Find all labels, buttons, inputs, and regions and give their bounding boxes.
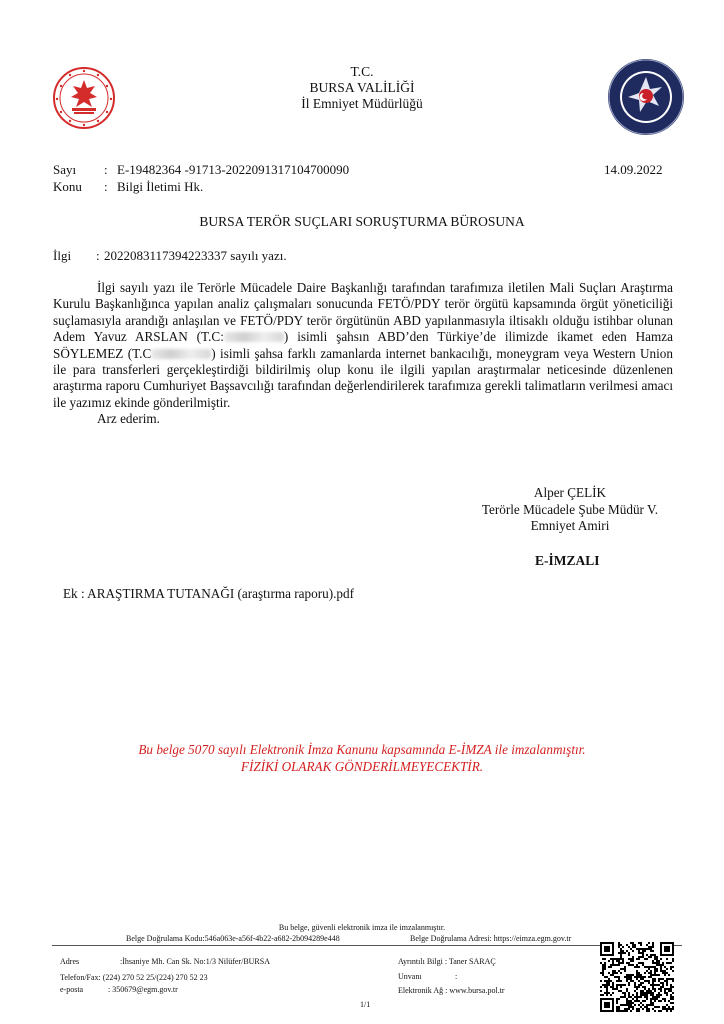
code-label: Belge Doğrulama Kodu:	[126, 934, 205, 943]
verify-address-link[interactable]: https://eimza.egm.gov.tr	[493, 934, 572, 943]
document-date: 14.09.2022	[604, 162, 663, 177]
sayi-colon: :	[104, 162, 108, 177]
unvan-value: :	[455, 972, 458, 981]
signer-title1: Terörle Mücadele Şube Müdür V.	[481, 501, 659, 517]
eag-label: Elektronik Ağ :	[398, 986, 448, 995]
ayrintili	[398, 957, 496, 967]
notice-line1: Bu belge 5070 sayılı Elektronik İmza Kanunu kapsamında E-İMZA ile imzalanmıştır.	[138, 742, 586, 757]
telfax	[60, 973, 208, 983]
header-tc: T.C.	[350, 64, 374, 79]
redacted-id	[224, 332, 284, 342]
body-part2: ) isimli şahsın ABD’den Türkiye’de ilimizde ikamet eden Hamza SÖYLEMEZ (T.C	[53, 329, 673, 361]
verify-line: Bu belge, güvenli elektronik imza ile imzalanmıştır.	[278, 923, 446, 932]
ilgi-label: İlgi	[53, 248, 72, 263]
verify-code	[126, 934, 340, 944]
adres-label: Adres	[60, 957, 80, 966]
konu-colon: :	[104, 179, 108, 194]
unvan-label: Unvanı	[398, 972, 422, 981]
signer-name: Alper ÇELİK	[533, 485, 607, 500]
verify-address	[410, 934, 571, 944]
signer-title2: Emniyet Amiri	[530, 518, 610, 533]
eposta-value[interactable]: : 350679@egm.gov.tr	[108, 985, 178, 994]
recipient: BURSA TERÖR SUÇLARI SORUŞTURMA BÜROSUNA	[199, 214, 525, 229]
sayi-label: Sayı	[53, 162, 77, 177]
eag	[398, 986, 505, 996]
signature-block	[440, 485, 700, 535]
eag-value[interactable]: www.bursa.pol.tr	[449, 986, 505, 995]
header-mudurluk: İl Emniyet Müdürlüğü	[301, 96, 423, 111]
body-part1: İlgi sayılı yazı ile Terörle Mücadele Daire Başkanlığı tarafından tarafımıza iletilen Mali Suçları Araştırma Kurulu Başkanlığınca yapılan analiz çalışmaları sonucunda FETÖ/PDY terör örgütü kapsamında örgüt yöneticiliği suçlamasıyla arandığı anlaşılan ve FETÖ/PDY terör örgütünün ABD yapılanmasıyla iltisaklı olduğu istihbar olunan Adem Yavuz ARSLAN (T.C:	[53, 280, 673, 345]
verify-address-label: Belge Doğrulama Adresi:	[410, 934, 492, 943]
telfax-value: (224) 270 52 25/(224) 270 52 23	[102, 973, 208, 982]
telfax-label: Telefon/Fax:	[60, 973, 101, 982]
body-part3: ) isimli şahsa farklı zamanlarda internet bankacılığı, moneygram veya Western Union ile para transferleri gerçekleştirdiği bildirilmiş olup konu ile ilgili yapılan araştırmalar neticesinde düzenlenen araştırma raporu Cumhuriyet Başsavcılığı tarafından değerlendirilerek tarafımıza gerekli talimatların verilmesi amacı ile yazımız ekinde gönderilmiştir.	[53, 345, 673, 410]
adres-value: :İhsaniye Mh. Can Sk. No:1/3 Nilüfer/BURSA	[120, 957, 270, 966]
konu-value: Bilgi İletimi Hk.	[117, 179, 204, 194]
redacted-id	[151, 349, 211, 359]
sayi-value: E-19482364 -91713-2022091317104700090	[117, 162, 350, 177]
e-imza-notice	[0, 741, 724, 775]
code-value: 546a063e-a56f-4b22-a682-2b094289e448	[204, 934, 340, 943]
closing: Arz ederim.	[97, 411, 160, 427]
ilgi-value: 2022083117394223337 sayılı yazı.	[104, 248, 287, 263]
notice-line2: FİZİKİ OLARAK GÖNDERİLMEYECEKTİR.	[240, 759, 484, 774]
eposta-label: e-posta	[60, 985, 84, 994]
footer-divider	[52, 945, 682, 946]
header-block	[0, 64, 724, 112]
attachment: Ek : ARAŞTIRMA TUTANAĞI (araştırma raporu).pdf	[63, 586, 354, 601]
ayrintili-label: Ayrıntılı Bilgi :	[398, 957, 448, 966]
konu-label: Konu	[53, 179, 82, 194]
e-imza-label: E-İMZALI	[535, 553, 600, 568]
ilgi-colon: :	[96, 248, 100, 263]
header-valilik: BURSA VALİLİĞİ	[309, 80, 415, 95]
ayrintili-value: Taner SARAÇ	[448, 957, 496, 966]
page-number: 1/1	[360, 1000, 371, 1009]
body-paragraph	[53, 280, 673, 428]
qr-code-icon	[600, 942, 674, 1012]
